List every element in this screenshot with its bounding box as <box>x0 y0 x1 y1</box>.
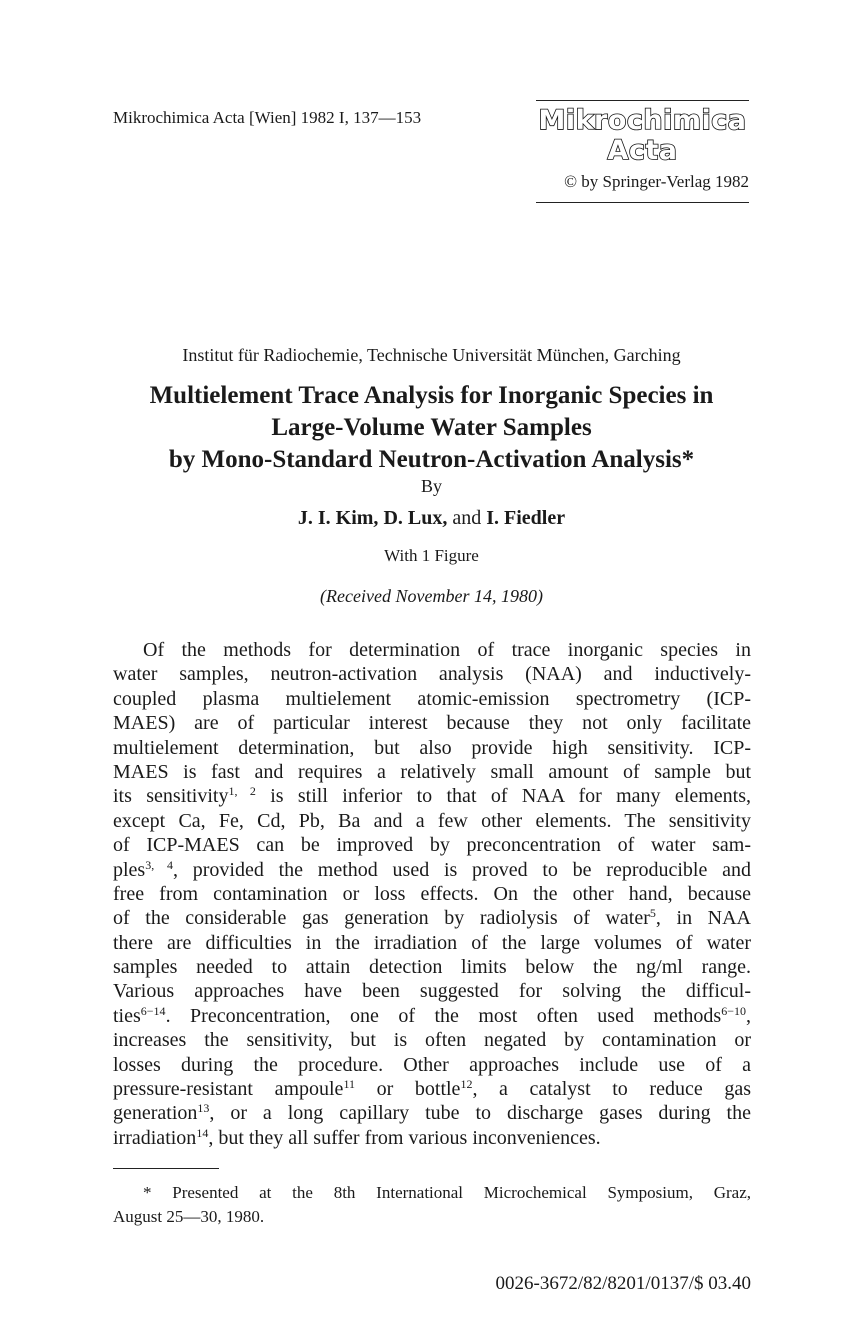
masthead-bottom-rule <box>536 202 749 203</box>
footnote-divider <box>113 1168 219 1169</box>
citation-ref: 1, 2 <box>228 784 256 799</box>
body-text-segment: , in NAA <box>655 907 751 930</box>
body-line: free from contamination or loss effects. On the other hand, because <box>113 882 751 905</box>
title-line-3: by Mono-Standard Neutron-Activation Analysis* <box>168 446 695 473</box>
body-line: of ICP-MAES can be improved by preconcentration of water sam- <box>113 834 751 857</box>
body-text-segment: , provided the method used is proved to be reproducible and <box>172 858 751 881</box>
body-line: Various approaches have been suggested for solving the difficul- <box>113 980 751 1003</box>
journal-logo: Mikrochimica Acta <box>538 105 747 166</box>
body-text-segment: its sensitivity <box>113 785 229 808</box>
footnote-line-2: August 25—30, 1980. <box>113 1207 265 1226</box>
body-text-segment: pressure-resistant ampoule <box>113 1078 344 1101</box>
body-text-segment: , <box>746 1004 751 1027</box>
price-code: 0026-3672/82/8201/0137/$ 03.40 <box>495 1273 751 1294</box>
body-line <box>113 906 751 930</box>
body-line: samples needed to attain detection limits below the ng/ml range. <box>113 956 751 979</box>
institute-affiliation: Institut für Radiochemie, Technische Universität München, Garching <box>182 345 681 365</box>
footnote-line-1: * Presented at the 8th International Microchemical Symposium, Graz, <box>143 1183 751 1202</box>
body-text-segment: of the considerable gas generation by radiolysis of water <box>113 907 650 930</box>
journal-masthead <box>536 100 749 203</box>
citation-ref: 11 <box>343 1077 355 1092</box>
body-line <box>113 784 751 808</box>
title-line-1: Multielement Trace Analysis for Inorganic Species in <box>149 382 714 409</box>
body-line: water samples, neutron-activation analysis (NAA) and inductively- <box>113 663 751 686</box>
citation-ref: 13 <box>197 1101 210 1116</box>
body-text-segment: irradiation <box>113 1126 197 1149</box>
body-text-segment: or bottle <box>355 1078 461 1101</box>
author-lux: D. Lux, <box>383 507 448 529</box>
body-text-segment: , but they all suffer from various inconveniences. <box>208 1126 601 1149</box>
body-line <box>113 1126 751 1150</box>
copyright-notice: © by Springer-Verlag 1982 <box>564 172 749 191</box>
body-text-segment: is still inferior to that of NAA for many elements, <box>255 785 752 808</box>
body-text-segment: , a catalyst to reduce gas <box>472 1078 751 1101</box>
body-line <box>113 1004 751 1028</box>
footnote <box>113 1181 751 1229</box>
author-list <box>60 507 803 530</box>
body-line: there are difficulties in the irradiation of the large volumes of water <box>113 931 751 954</box>
body-text-segment: ples <box>113 858 146 881</box>
citation-ref: 5 <box>649 906 656 921</box>
body-line: increases the sensitivity, but is often negated by contamination or <box>113 1029 751 1052</box>
author-conjunction: and <box>452 507 482 529</box>
body-line: except Ca, Fe, Cd, Pb, Ba and a few other elements. The sensitivity <box>113 809 751 832</box>
author-fiedler: I. Fiedler <box>486 507 566 529</box>
author-kim: J. I. Kim, <box>297 507 379 529</box>
title-line-2: Large-Volume Water Samples <box>271 414 592 441</box>
body-text-segment: , or a long capillary tube to discharge gases during the <box>209 1102 751 1125</box>
journal-citation: Mikrochimica Acta [Wien] 1982 I, 137—153 <box>113 108 422 127</box>
body-line: MAES) are of particular interest because they not only facilitate <box>113 712 751 735</box>
body-line: multielement determination, but also provide high sensitivity. ICP- <box>113 736 751 759</box>
citation-ref: 14 <box>196 1125 209 1140</box>
body-line: coupled plasma multielement atomic-emission spectrometry (ICP- <box>113 687 751 710</box>
body-text-segment: . Preconcentration, one of the most often used methods <box>165 1004 722 1027</box>
body-line <box>113 1101 751 1125</box>
body-line: Of the methods for determination of trace inorganic species in <box>143 639 751 661</box>
figure-count-note: With 1 Figure <box>384 546 479 565</box>
body-text-segment: ties <box>113 1004 141 1027</box>
body-line <box>113 1077 751 1101</box>
by-line: By <box>420 476 442 496</box>
received-date: (Received November 14, 1980) <box>320 586 543 606</box>
citation-ref: 3, 4 <box>145 857 173 872</box>
masthead-top-rule <box>536 100 749 101</box>
citation-ref: 12 <box>460 1077 473 1092</box>
body-paragraph <box>113 638 751 1150</box>
body-line <box>113 858 751 882</box>
article-title <box>60 380 803 476</box>
citation-ref: 6−10 <box>721 1003 746 1018</box>
body-text-segment: generation <box>113 1102 198 1125</box>
body-line: MAES is fast and requires a relatively small amount of sample but <box>113 760 751 783</box>
body-line: losses during the procedure. Other approaches include use of a <box>113 1053 751 1076</box>
citation-ref: 6−14 <box>140 1003 166 1018</box>
